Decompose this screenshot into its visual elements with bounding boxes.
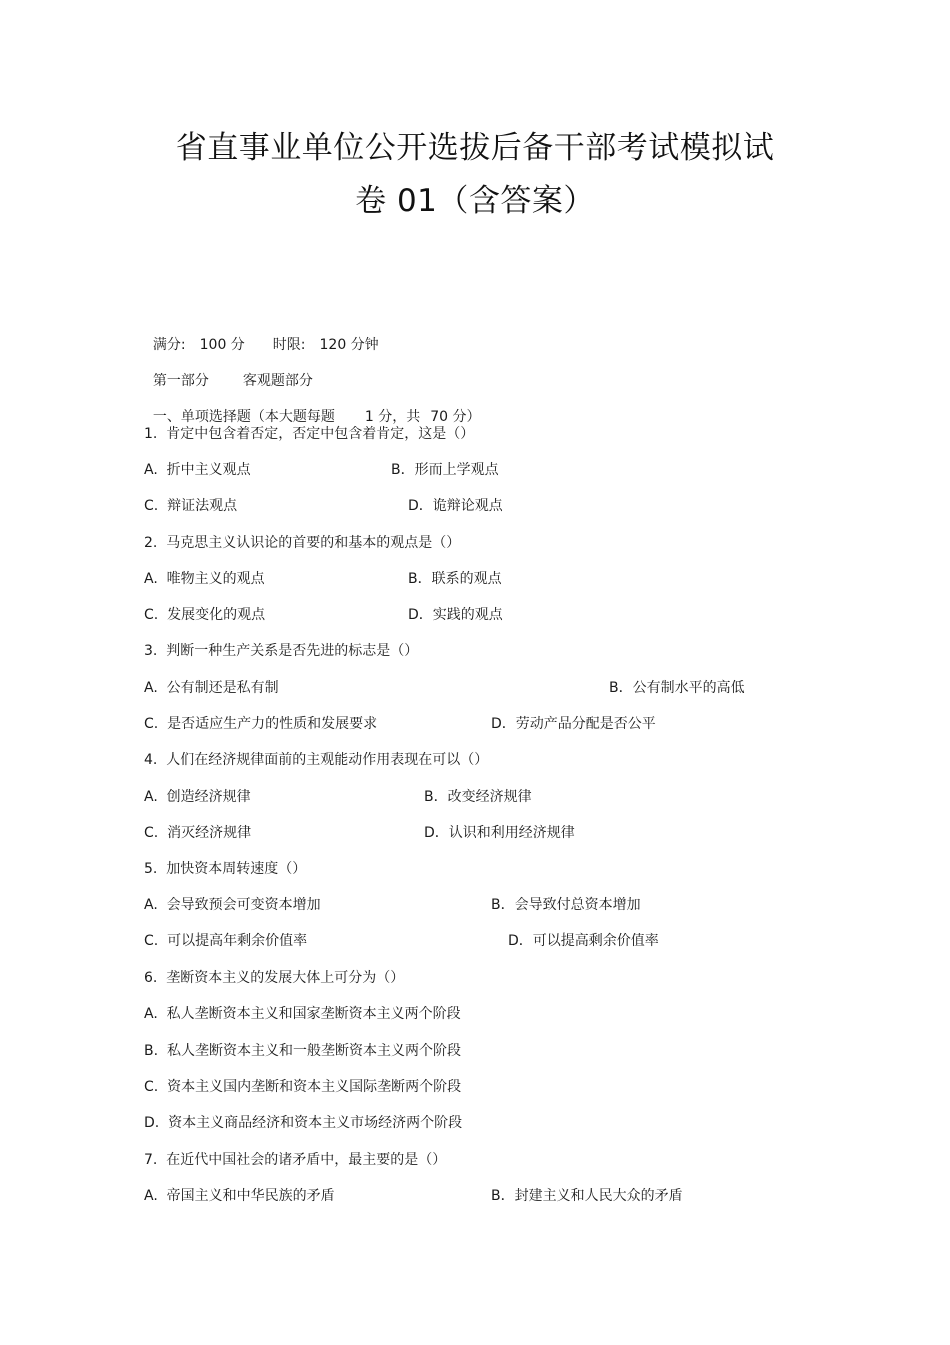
option-b: B. 私人垄断资本主义和一般垄断资本主义两个阶段	[144, 1043, 461, 1059]
question-stem: 7. 在近代中国社会的诸矛盾中，最主要的是（）	[144, 1152, 447, 1168]
option-a: A. 折中主义观点	[144, 462, 251, 478]
option-c: C. 可以提高年剩余价值率	[144, 933, 308, 949]
question-stem: 6. 垄断资本主义的发展大体上可分为（）	[144, 970, 405, 986]
option-c: C. 辩证法观点	[144, 498, 238, 514]
option-d: D．可以提高剩余价值率	[508, 933, 659, 949]
section-per: 1 分，共	[364, 409, 421, 425]
option-a: A. 唯物主义的观点	[144, 571, 265, 587]
option-b: B．会导致付总资本增加	[491, 897, 641, 913]
option-b: B．改变经济规律	[424, 789, 532, 805]
document-title-line-2: 卷 01（含答案）	[355, 183, 595, 219]
option-c: C. 是否适应生产力的性质和发展要求	[144, 716, 378, 732]
question-stem: 5. 加快资本周转速度（）	[144, 861, 307, 877]
option-d: D．诡辩论观点	[408, 498, 503, 514]
option-c: C. 消灭经济规律	[144, 825, 252, 841]
section-prefix: 一、单项选择题（本大题每题	[152, 409, 335, 425]
question-stem: 2. 马克思主义认识论的首要的和基本的观点是（）	[144, 535, 461, 551]
option-d: D. 资本主义商品经济和资本主义市场经济两个阶段	[144, 1115, 463, 1131]
question-stem: 1. 肯定中包含着否定，否定中包含着肯定，这是（）	[144, 426, 475, 442]
option-a: A. 帝国主义和中华民族的矛盾	[144, 1188, 335, 1204]
option-c: C. 资本主义国内垄断和资本主义国际垄断两个阶段	[144, 1079, 462, 1095]
document-title-line-1: 省直事业单位公开选拔后备干部考试模拟试	[175, 130, 775, 166]
time-value: 120 分钟	[319, 337, 379, 353]
section-total: 70 分）	[430, 409, 481, 425]
option-d: D．实践的观点	[408, 607, 503, 623]
score-value: 100 分	[199, 337, 245, 353]
question-stem: 3. 判断一种生产关系是否先进的标志是（）	[144, 643, 419, 659]
option-b: B．形而上学观点	[391, 462, 499, 478]
exam-meta	[144, 315, 379, 355]
score-label: 满分:	[152, 337, 186, 353]
option-a: A. 公有制还是私有制	[144, 680, 279, 696]
part-type: 客观题部分	[242, 373, 313, 389]
part-name: 第一部分	[152, 373, 209, 389]
time-label: 时限:	[272, 337, 306, 353]
option-a: A. 会导致预会可变资本增加	[144, 897, 321, 913]
option-a: A. 创造经济规律	[144, 789, 251, 805]
option-b: B．公有制水平的高低	[609, 680, 745, 696]
question-stem: 4. 人们在经济规律面前的主观能动作用表现在可以（）	[144, 752, 489, 768]
option-b: B．联系的观点	[408, 571, 502, 587]
option-d: D．认识和利用经济规律	[424, 825, 575, 841]
section-heading	[144, 387, 481, 427]
option-d: D．劳动产品分配是否公平	[491, 716, 656, 732]
option-c: C. 发展变化的观点	[144, 607, 266, 623]
option-a: A. 私人垄断资本主义和国家垄断资本主义两个阶段	[144, 1006, 461, 1022]
part-heading	[144, 351, 313, 391]
option-b: B．封建主义和人民大众的矛盾	[491, 1188, 683, 1204]
